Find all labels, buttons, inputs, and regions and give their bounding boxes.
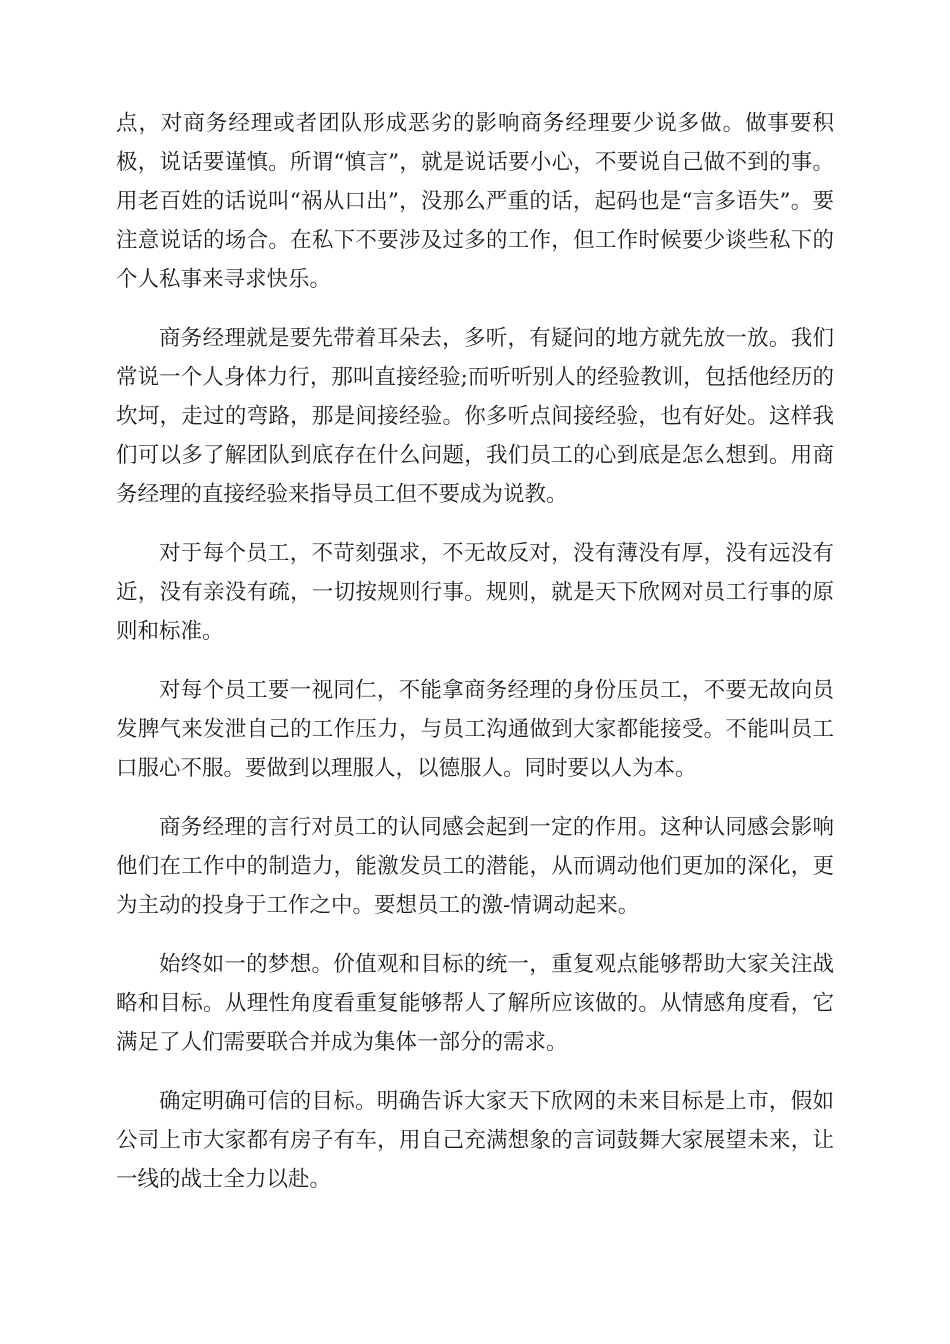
paragraph-7: 确定明确可信的目标。明确告诉大家天下欣网的未来目标是上市，假如公司上市大家都有房子有车，用自己充满想象的言词鼓舞大家展望未来，让一线的战士全力以赴。 bbox=[116, 1089, 834, 1192]
document-page bbox=[116, 104, 834, 1219]
paragraph-3: 对于每个员工，不苛刻强求，不无故反对，没有薄没有厚，没有远没有近，没有亲没有疏，一切按规则行事。规则，就是天下欣网对员工行事的原则和标准。 bbox=[116, 541, 834, 644]
paragraph-2: 商务经理就是要先带着耳朵去，多听，有疑问的地方就先放一放。我们常说一个人身体力行，那叫直接经验;而听听别人的经验教训，包括他经历的坎坷，走过的弯路，那是间接经验。你多听点间接经验，也有好处。这样我们可以多了解团队到底存在什么问题，我们员工的心到底是怎么想到。用商务经理的直接经验来指导员工但不要成为说教。 bbox=[116, 326, 834, 507]
paragraph-4: 对每个员工要一视同仁，不能拿商务经理的身份压员工，不要无故向员发脾气来发泄自己的工作压力，与员工沟通做到大家都能接受。不能叫员工口服心不服。要做到以理服人，以德服人。同时要以人为本。 bbox=[116, 678, 834, 781]
paragraph-6: 始终如一的梦想。价值观和目标的统一，重复观点能够帮助大家关注战略和目标。从理性角度看重复能够帮人了解所应该做的。从情感角度看，它满足了人们需要联合并成为集体一部分的需求。 bbox=[116, 952, 834, 1055]
paragraph-1: 点，对商务经理或者团队形成恶劣的影响商务经理要少说多做。做事要积极，说话要谨慎。所谓“慎言”，就是说话要小心，不要说自己做不到的事。用老百姓的话说叫“祸从口出”，没那么严重的话，起码也是“言多语失”。要注意说话的场合。在私下不要涉及过多的工作，但工作时候要少谈些私下的个人私事来寻求快乐。 bbox=[116, 111, 834, 292]
paragraph-5: 商务经理的言行对员工的认同感会起到一定的作用。这种认同感会影响他们在工作中的制造力，能激发员工的潜能，从而调动他们更加的深化，更为主动的投身于工作之中。要想员工的激-情调动起来。 bbox=[116, 815, 834, 918]
